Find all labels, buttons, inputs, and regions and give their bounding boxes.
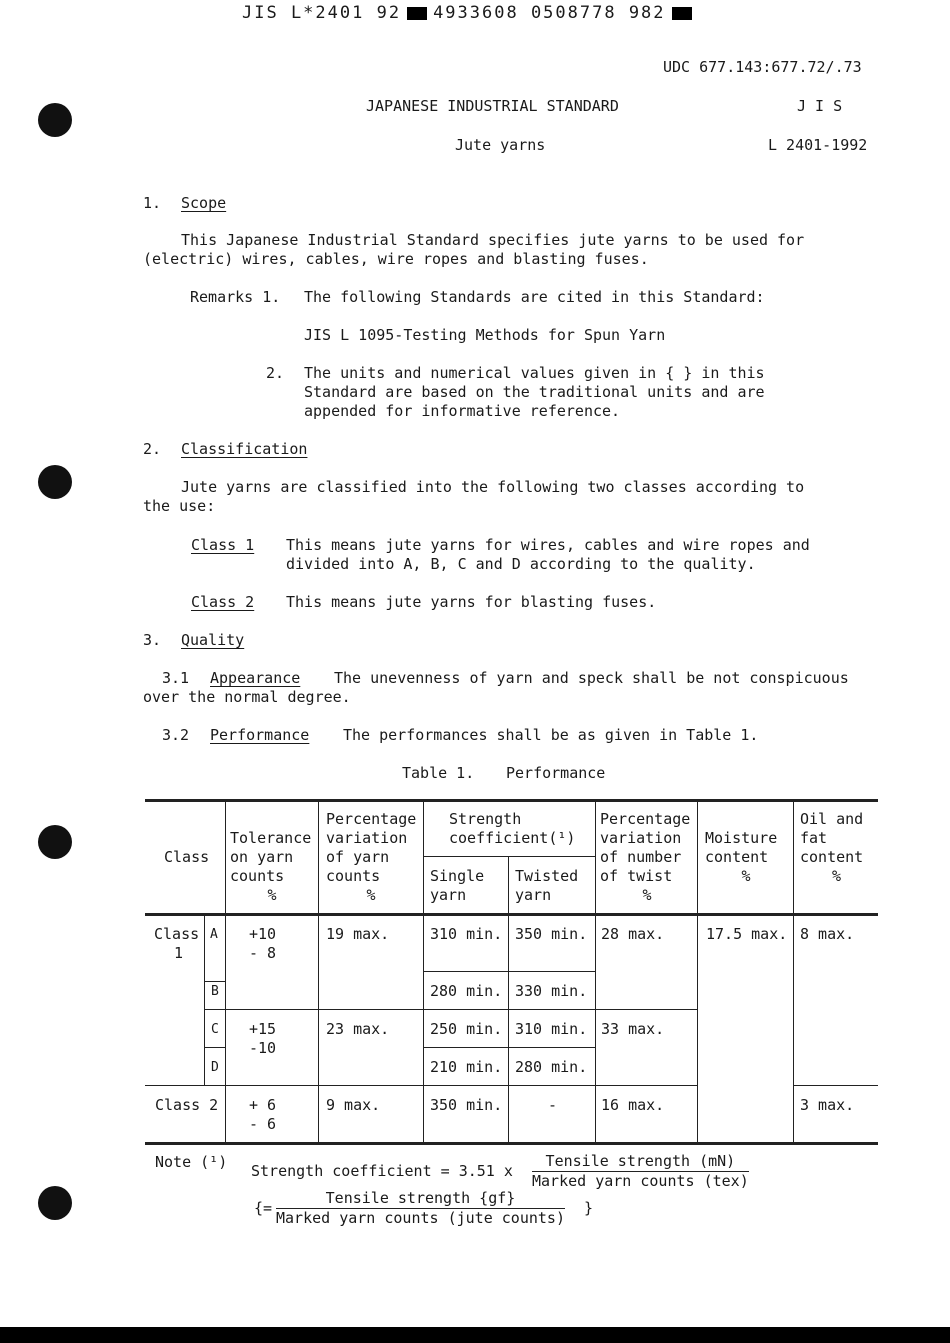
header-oil-3: content [800, 848, 864, 866]
class-1-moisture: 17.5 max. [706, 925, 788, 943]
cd-tolerance-minus: -10 [249, 1039, 277, 1057]
header-single-1: Single [430, 867, 485, 885]
punch-hole-icon [38, 103, 72, 137]
header-twist-4: of twist [600, 867, 673, 885]
header-twist-2: variation [600, 829, 682, 847]
note-denominator-si: Marked yarn counts (tex) [532, 1172, 749, 1190]
remark-2-line2: Standard are based on the traditional units and are [304, 383, 765, 401]
black-block-icon [407, 7, 427, 20]
header-moisture-1: Moisture [705, 829, 778, 847]
header-tolerance-unit: % [267, 886, 277, 904]
appearance-text-line1: The unevenness of yarn and speck shall be not conspicuous [334, 669, 849, 687]
note-fraction-si [532, 1152, 749, 1191]
table-rule-header-bottom [145, 913, 878, 916]
table-rule-class2-right [793, 1085, 878, 1086]
subclass-b: B [211, 984, 219, 999]
table-col-subclass-left [204, 913, 205, 1085]
cd-yarn-variation: 23 max. [326, 1020, 390, 1038]
section-3-title: Quality [181, 631, 245, 649]
table-caption-number: Table 1. [402, 764, 475, 782]
subclass-a: A [210, 927, 218, 942]
class-2-label: Class 2 [191, 593, 255, 611]
table-rule-sub-c-d [204, 1047, 225, 1048]
remarks-label: Remarks 1. [190, 288, 281, 306]
d-single-strength: 210 min. [430, 1058, 503, 1076]
udc-number: UDC 677.143:677.72/.73 [663, 58, 862, 76]
classification-text-line2: the use: [143, 497, 216, 515]
class-1-label-line2: 1 [174, 944, 184, 962]
table-col-moisture [697, 799, 698, 1144]
code-mid: 4933608 0508778 982 [433, 3, 666, 23]
class-2-twisted-strength: - [547, 1096, 558, 1114]
header-variation-1: Percentage [326, 810, 417, 828]
header-oil-unit: % [831, 867, 842, 885]
a-single-strength: 310 min. [430, 925, 503, 943]
header-moisture-unit: % [741, 867, 751, 885]
table-col-twist [595, 799, 596, 1144]
note-label: Note (¹) [155, 1153, 228, 1171]
header-twist-3: of number [600, 848, 682, 866]
header-strength-2: coefficient(¹) [449, 829, 576, 847]
class-1-text-line2: divided into A, B, C and D according to the quality. [286, 555, 756, 573]
section-1-number: 1. [143, 194, 162, 212]
table-col-tolerance [225, 799, 226, 1144]
header-single-2: yarn [430, 886, 467, 904]
ab-twist-variation: 28 max. [601, 925, 665, 943]
header-variation-unit: % [366, 886, 376, 904]
header-variation-2: variation [326, 829, 408, 847]
class-2-twist-variation: 16 max. [601, 1096, 665, 1114]
remark-2-line1: The units and numerical values given in { } in this [304, 364, 765, 382]
header-variation-3: of yarn [326, 848, 390, 866]
b-twisted-strength: 330 min. [515, 982, 588, 1000]
note-fraction-traditional [276, 1189, 565, 1228]
note-numerator-traditional: Tensile strength {gf} [276, 1189, 565, 1209]
document-number: L 2401-1992 [768, 136, 868, 154]
class-2-single-strength: 350 min. [430, 1096, 503, 1114]
remark-1-reference: JIS L 1095-Testing Methods for Spun Yarn [304, 326, 666, 344]
a-twisted-strength: 350 min. [515, 925, 588, 943]
subclass-c: C [211, 1022, 219, 1037]
table-col-twisted [508, 856, 509, 1144]
table-rule-a-b [423, 971, 595, 972]
section-2-number: 2. [143, 440, 162, 458]
b-single-strength: 280 min. [430, 982, 503, 1000]
section-3-1-number: 3.1 [162, 669, 190, 687]
class-1-label: Class 1 [191, 536, 255, 554]
classification-text-line1: Jute yarns are classified into the following two classes according to [181, 478, 805, 496]
header-oil-1: Oil and [800, 810, 864, 828]
section-3-2-number: 3.2 [162, 726, 190, 744]
subclass-d: D [211, 1060, 219, 1075]
code-left: JIS L*2401 92 [242, 3, 402, 23]
header-twisted-2: yarn [515, 886, 552, 904]
table-rule-top [145, 799, 878, 802]
scope-text-line2: (electric) wires, cables, wire ropes and blasting fuses. [143, 250, 649, 268]
scan-bottom-band [0, 1327, 950, 1343]
note-brace-open: {= [254, 1199, 273, 1217]
document-code-strip [242, 3, 698, 23]
note-formula-lhs: Strength coefficient = 3.51 x [251, 1162, 513, 1180]
performance-table [145, 799, 878, 1145]
class-1-oil-fat: 8 max. [800, 925, 855, 943]
note-brace-close: } [584, 1199, 594, 1217]
scope-text-line1: This Japanese Industrial Standard specifies jute yarns to be used for [181, 231, 805, 249]
class-2-label: Class 2 [155, 1096, 219, 1114]
table-rule-c-d [423, 1047, 595, 1048]
class-2-tolerance-minus: - 6 [249, 1115, 277, 1133]
table-rule-strength-split [423, 856, 595, 857]
header-variation-4: counts [326, 867, 381, 885]
table-rule-bottom [145, 1142, 878, 1145]
remark-2-line3: appended for informative reference. [304, 402, 621, 420]
ab-yarn-variation: 19 max. [326, 925, 390, 943]
d-twisted-strength: 280 min. [515, 1058, 588, 1076]
table-caption-title: Performance [506, 764, 606, 782]
header-strength-1: Strength [449, 810, 522, 828]
remark-1-text: The following Standards are cited in this Standard: [304, 288, 765, 306]
table-rule-b-c [204, 1009, 697, 1010]
cd-twist-variation: 33 max. [601, 1020, 665, 1038]
black-block-icon [672, 7, 692, 20]
class-1-text-line1: This means jute yarns for wires, cables and wire ropes and [286, 536, 810, 554]
note-numerator-si: Tensile strength (mN) [532, 1152, 749, 1172]
class-2-yarn-variation: 9 max. [326, 1096, 381, 1114]
c-single-strength: 250 min. [430, 1020, 503, 1038]
ab-tolerance-plus: +10 [249, 925, 277, 943]
table-col-strength [423, 799, 424, 1144]
ab-tolerance-minus: - 8 [249, 944, 277, 962]
punch-hole-icon [38, 465, 72, 499]
remark-2-number: 2. [266, 364, 285, 382]
section-1-title: Scope [181, 194, 227, 212]
header-twist-1: Percentage [600, 810, 691, 828]
section-3-number: 3. [143, 631, 162, 649]
c-twisted-strength: 310 min. [515, 1020, 588, 1038]
header-tolerance-3: counts [230, 867, 285, 885]
header-twisted-1: Twisted [515, 867, 579, 885]
header-tolerance-2: on yarn [230, 848, 294, 866]
cd-tolerance-plus: +15 [249, 1020, 277, 1038]
header-tolerance-1: Tolerance [230, 829, 312, 847]
section-3-1-title: Appearance [210, 669, 301, 687]
performance-text: The performances shall be as given in Table 1. [343, 726, 759, 744]
jis-label: J I S [797, 97, 843, 115]
note-denominator-traditional: Marked yarn counts (jute counts) [276, 1209, 565, 1227]
section-2-title: Classification [181, 440, 308, 458]
header-class: Class [164, 848, 210, 866]
punch-hole-icon [38, 1186, 72, 1220]
document-title: Jute yarns [455, 136, 546, 154]
section-3-2-title: Performance [210, 726, 310, 744]
class-1-label-line1: Class [154, 925, 200, 943]
table-col-variation [318, 799, 319, 1144]
header-moisture-2: content [705, 848, 769, 866]
table-rule-class2-left [145, 1085, 697, 1086]
class-2-oil-fat: 3 max. [800, 1096, 855, 1114]
header-twist-unit: % [642, 886, 652, 904]
class-2-text: This means jute yarns for blasting fuses. [286, 593, 657, 611]
header-oil-2: fat [800, 829, 828, 847]
standard-title: JAPANESE INDUSTRIAL STANDARD [366, 97, 619, 115]
table-col-oil [793, 799, 794, 1144]
punch-hole-icon [38, 825, 72, 859]
class-2-tolerance-plus: + 6 [249, 1096, 277, 1114]
appearance-text-line2: over the normal degree. [143, 688, 351, 706]
